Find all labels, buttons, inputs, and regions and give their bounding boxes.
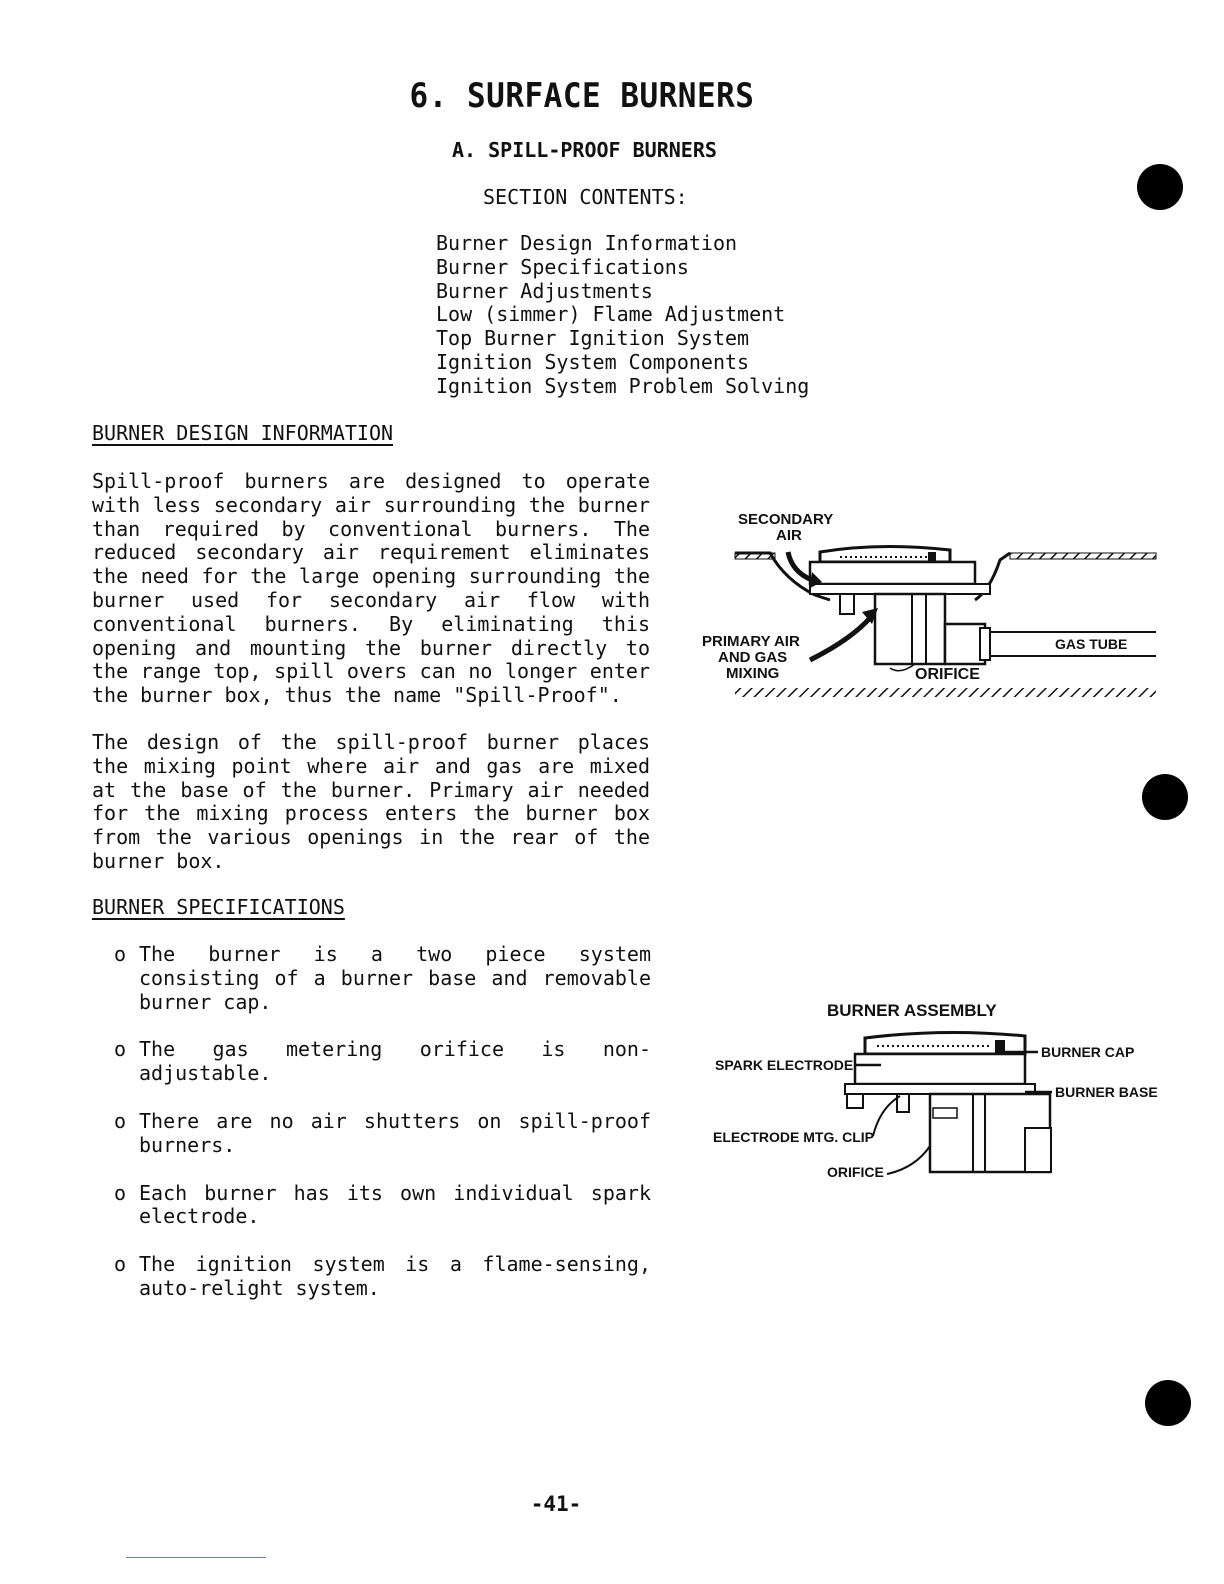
gas-inlet	[1025, 1128, 1051, 1172]
section-subtitle: A. SPILL-PROOF BURNERS	[452, 138, 717, 162]
page-number: -41-	[530, 1492, 582, 1516]
burner-base-label: BURNER BASE	[1055, 1084, 1158, 1100]
list-item: o There are no air shutters on spill-proof burners.	[114, 1108, 651, 1157]
burner-cap-label: BURNER CAP	[1041, 1044, 1135, 1060]
binder-hole	[1145, 1380, 1191, 1426]
list-item: o Each burner has its own individual spark electrode.	[114, 1180, 651, 1229]
design-heading: BURNER DESIGN INFORMATION	[92, 421, 394, 445]
burner-assembly-diagram	[705, 996, 1165, 1196]
primary-air-label: AND GAS	[718, 649, 788, 666]
burner-base-shape	[810, 562, 975, 584]
orifice-label: ORIFICE	[915, 666, 980, 683]
gas-nut	[980, 628, 990, 660]
burner-cross-section-diagram	[690, 500, 1170, 710]
page-title: 6. SURFACE BURNERS	[409, 76, 755, 116]
leader-line	[873, 1096, 900, 1136]
design-paragraph-2: The design of the spill-proof burner places the mixing point where air and gas are mixed at the base of the burner. Primary air needed for the mixing process enters the burner box from the various openings in the rear of the burner box.	[92, 730, 650, 873]
contents-item: Low (simmer) Flame Adjustment	[436, 302, 786, 327]
electrode-clip-label: ELECTRODE MTG. CLIP	[713, 1129, 874, 1145]
list-item: o The burner is a two piece system consisting of a burner base and removable burner cap.	[114, 942, 651, 1014]
design-paragraph-1: Spill-proof burners are designed to operate with less secondary air surrounding the burner than required by conventional burners. The reduced secondary air requirement eliminates the need for the large opening surrounding the burner used for secondary air flow with conventional burners. By eliminating this opening and mounting the burner directly to the range top, spill overs can no longer enter the burner box, thus the name "Spill-Proof".	[92, 469, 650, 708]
list-item: o The ignition system is a flame-sensing, auto-relight system.	[114, 1252, 651, 1300]
specs-heading: BURNER SPECIFICATIONS	[92, 895, 345, 919]
leader-line	[887, 1146, 930, 1174]
primary-air-arrow	[810, 618, 870, 660]
orifice-label: ORIFICE	[827, 1164, 884, 1180]
binder-hole	[1137, 164, 1183, 210]
contents-item: Burner Design Information	[436, 231, 738, 255]
figure-title: BURNER ASSEMBLY	[827, 1001, 997, 1020]
burner-box-floor	[735, 688, 1156, 697]
gas-tube-label: GAS TUBE	[1055, 636, 1128, 652]
primary-air-label: PRIMARY AIR	[702, 633, 800, 650]
binder-hole	[1142, 774, 1188, 820]
burner-flange	[810, 584, 990, 594]
range-top-right	[1010, 553, 1156, 559]
secondary-air-label: AIR	[776, 527, 802, 544]
contents-item: Burner Adjustments	[436, 278, 653, 303]
secondary-air-arrow	[788, 552, 812, 580]
burner-base-shape	[855, 1054, 1025, 1084]
contents-item: Ignition System Components	[436, 349, 750, 374]
section-contents-list	[436, 232, 809, 399]
contents-item: Ignition System Problem Solving	[436, 373, 810, 398]
venturi-body	[875, 594, 945, 664]
contents-item: Burner Specifications	[436, 254, 689, 279]
footer-rule	[126, 1557, 266, 1558]
spark-electrode-label: SPARK ELECTRODE	[715, 1057, 854, 1073]
electrode-body	[840, 594, 854, 614]
primary-air-label: MIXING	[726, 665, 780, 682]
base-foot	[847, 1094, 863, 1108]
specs-list	[114, 943, 651, 1325]
contents-item: Top Burner Ignition System	[436, 326, 750, 351]
list-item: o The gas metering orifice is non-adjustable.	[114, 1037, 651, 1086]
burner-flange	[845, 1084, 1035, 1094]
electrode-clip-shape	[933, 1108, 957, 1118]
secondary-air-label: SECONDARY	[738, 511, 834, 528]
contents-heading: SECTION CONTENTS:	[483, 185, 688, 209]
